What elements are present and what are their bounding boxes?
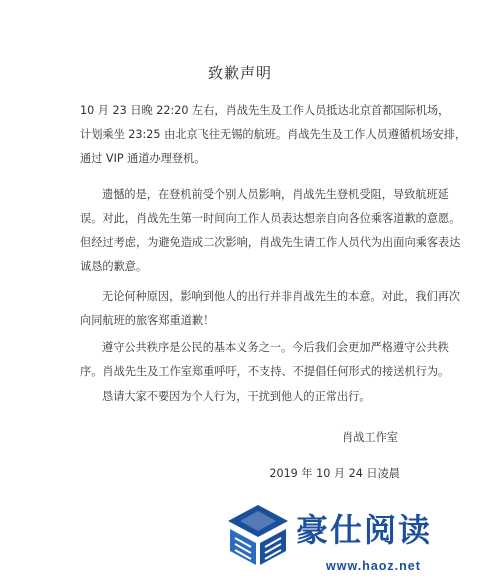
paragraph-line: 通过 VIP 通道办理登机。: [80, 152, 206, 165]
paragraph-line: 遵守公共秩序是公民的基本义务之一。今后我们会更加严格遵守公共秩: [102, 341, 449, 354]
paragraph-4: [80, 336, 450, 384]
site-watermark: [226, 499, 480, 585]
paragraph-line: 遗憾的是，在登机前受个别人员影响，肖战先生登机受阻，导致航班延: [102, 188, 449, 201]
paragraph-line: 诚恳的歉意。: [80, 260, 148, 273]
watermark-url: www.haoz.net: [326, 559, 421, 573]
paragraph-line: 无论何种原因，影响到他人的出行并非肖战先生的本意。对此，我们再次: [102, 290, 461, 303]
signature-date: 2019 年 10 月 24 日凌晨: [269, 467, 400, 480]
watermark-site-name: 豪仕阅读: [296, 511, 433, 549]
paragraph-line: 计划乘坐 23:25 由北京飞往无锡的航班。肖战先生及工作人员遵循机场安排，: [80, 128, 467, 141]
paragraph-2: [80, 183, 461, 279]
paragraph-3: [80, 285, 461, 333]
signature-organization: 肖战工作室: [342, 431, 398, 444]
paragraph-line: 误。对此，肖战先生第一时间向工作人员表达想亲自向各位乘客道歉的意愿。: [80, 212, 461, 225]
paragraph-line: 向同航班的旅客郑重道歉！: [80, 314, 215, 327]
open-book-logo-icon: [226, 499, 290, 569]
paragraph-line: 10 月 23 日晚 22:20 左右，肖战先生及工作人员抵达北京首都国际机场，: [80, 104, 450, 117]
paragraph-1: [80, 99, 467, 171]
paragraph-5: [80, 385, 420, 409]
paragraph-line: 恳请大家不要因为个人行为，干扰到他人的正常出行。: [102, 390, 371, 403]
document-title: 致歉声明: [207, 64, 272, 82]
paragraph-line: 但经过考虑，为避免造成二次影响，肖战先生请工作人员代为出面向乘客表达: [80, 236, 461, 249]
paragraph-line: 序。肖战先生及工作室郑重呼吁，不支持、不提倡任何形式的接送机行为。: [80, 365, 450, 378]
